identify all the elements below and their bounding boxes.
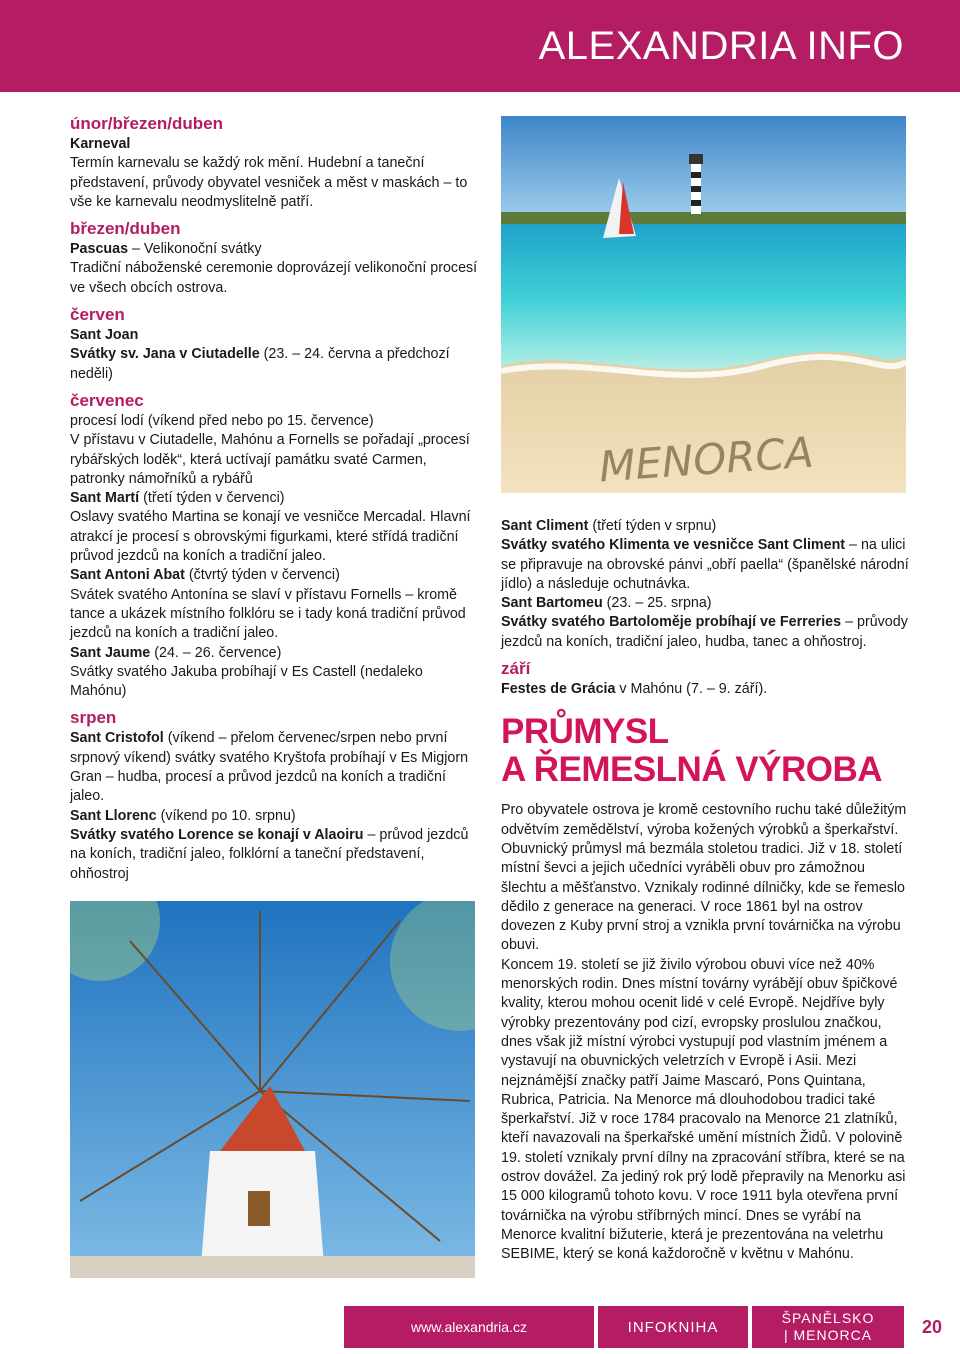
event-text: Oslavy svatého Martina se konají ve vesničce Mercadal. Hlavní atrakcí je procesí s obrovskými figurkami, které střídá tradiční průvod jezdců na koních a tradiční jaleo.	[70, 509, 471, 565]
event-title: Sant Climent	[501, 518, 589, 534]
event-title: Sant Jaume	[70, 644, 151, 661]
event-bold: Svátky svatého Lorence se konají v Alaoiru	[70, 826, 364, 843]
event-text: procesí lodí (víkend před nebo po 15. července)	[70, 412, 374, 429]
event-text: Svátek svatého Antonína se slaví v přístavu Fornells – kromě tance a ukázek místního folklóru se i tady koná tradiční průvod jezdců na koních a tradiční jaleo.	[70, 586, 466, 642]
header-bar	[0, 0, 960, 92]
event-bold: Svátky svatého Bartoloměje probíhají ve Ferreries	[501, 614, 842, 631]
month-heading: červenec	[70, 390, 144, 410]
footer-nav-link[interactable]	[598, 1306, 748, 1348]
month-heading: září	[501, 659, 531, 679]
footer-destination-country: ŠPANĚLSKO	[781, 1310, 875, 1326]
event-line	[70, 826, 482, 884]
beach-lighthouse-photo	[501, 116, 906, 493]
footer-destination-island: | MENORCA	[783, 1327, 873, 1343]
body-paragraph: Pro obyvatele ostrova je kromě cestovního ruchu také důležitým odvětvím zemědělství, výroba kožených výrobků a šperkařství. Obuvnický průmysl má bezmála stoletou tradici. Již v 18. století místní ševci a jejich učedníci vyráběli obuv pro zámožnou šlechtu a měšťanstvo. Vznikaly rodinné dílničky, kde se řemeslo dědilo z generace na generaci. V roce 1861 byl na ostrov dovezen z Kuby první stroj a vznikla první továrnička na výrobu obuvi.	[501, 802, 907, 954]
month-heading: červen	[70, 305, 125, 325]
event-detail: (víkend po 10. srpnu)	[156, 807, 296, 824]
brand-title: ALEXANDRIA INFO	[538, 24, 904, 68]
event-title: Sant Cristofol	[70, 730, 164, 747]
event-line	[70, 489, 482, 508]
event-title: Sant Antoni Abat	[70, 567, 185, 584]
event-text: V přístavu v Ciutadelle, Mahónu a Fornells se pořadají „procesí rybářských loděk“, která uctívají památku svaté Carmen, patronky námořníků a rybářů	[70, 432, 470, 487]
month-heading: březen/duben	[70, 219, 181, 239]
event-title: Sant Bartomeu	[501, 595, 603, 612]
footer-nav-text: INFOKNIHA	[627, 1318, 719, 1336]
section-title	[501, 713, 911, 789]
section-title-line-1: PRŮMYSL	[501, 712, 669, 752]
event-line	[501, 613, 911, 652]
event-detail: (třetí týden v červenci)	[139, 490, 285, 507]
event-line	[70, 240, 482, 259]
footer-url-text: www.alexandria.cz	[411, 1319, 527, 1335]
event-bold: Svátky sv. Jana v Ciutadelle	[70, 346, 260, 363]
event-bold: Svátky svatého Klimenta ve vesničce Sant Climent	[501, 537, 846, 554]
event-detail: (23. – 24. června a předchozí neděli)	[70, 346, 450, 382]
event-detail: (24. – 26. července)	[150, 644, 282, 661]
event-title: Sant Llorenc	[70, 807, 157, 824]
event-title: Sant Joan	[70, 327, 139, 344]
event-detail: – na ulici se připravuje na obrovské pánvi „obří paella“ (španělské národní jídlo) a následuje ochutnávka.	[501, 537, 909, 592]
event-detail: (čtvrtý týden v červenci)	[184, 567, 340, 584]
left-column	[70, 113, 482, 884]
event-line	[70, 807, 482, 826]
event-line	[70, 345, 482, 384]
month-heading: únor/březen/duben	[70, 114, 223, 133]
section-title-line-2: A ŘEMESLNÁ VÝROBA	[501, 750, 883, 790]
event-detail: (třetí týden v srpnu)	[588, 518, 717, 534]
event-text: Tradiční náboženské ceremonie doprovázejí velikonoční procesí ve všech obcích ostrova.	[70, 260, 478, 296]
event-detail: – průvody jezdců na koních, tradiční jaleo, hudba, tanec a ohňostroj.	[501, 614, 908, 650]
event-text: Termín karnevalu se každý rok mění. Hudební a taneční představení, průvody obyvatel vesniček a měst v maskách – to vše ke karnevalu neodmyslitelně patří.	[70, 155, 468, 210]
event-line	[70, 644, 482, 663]
page-number: 20	[921, 1316, 943, 1337]
event-line	[501, 680, 911, 699]
event-line	[501, 536, 911, 594]
event-title: Sant Martí	[70, 490, 140, 507]
event-title: Karneval	[70, 136, 131, 152]
event-detail: v Mahónu (7. – 9. září).	[615, 681, 768, 698]
event-line	[501, 517, 911, 536]
event-detail: – průvod jezdců na koních, tradiční jaleo, folklórní a taneční představení, ohňostroj	[70, 826, 469, 882]
footer-destination[interactable]	[752, 1306, 904, 1348]
windmill-photo	[70, 901, 475, 1278]
right-column	[501, 517, 911, 1265]
event-detail: (23. – 25. srpna)	[602, 595, 712, 612]
event-subtitle: – Velikonoční svátky	[128, 241, 262, 258]
event-line	[501, 594, 911, 613]
event-line	[70, 729, 482, 806]
beach-sand-text: MENORCA	[597, 427, 815, 492]
body-paragraph: Koncem 19. století se již živilo výrobou obuvi více než 40% menorských rodin. Dnes místní továrny vyrábějí obuv špičkové kvality, kterou mohou ocenit lidé v celé Evropě. Nejdříve byly výrobky prezentovány pod cizí, evropsky proslulou značkou, dnes však již místní výrobci vystupují pod vlastním jménem a vystavují na obuvnických veletrzích v Evropě i Asii. Mezi nejznámější značky patří Jaime Mascaró, Pons Quintana, Rubrica, Patricia. Na Menorce má dlouhodobou tradici také šperkařství. Již v roce 1784 pracovalo na Menorce 21 zlatníků, kteří navazovali na šperkařské umění místních Židů. V polovině 19. století vznikaly první dílny na zpracování stříbra, které se na ostrov dovážel. Za jediný rok prý lodě přepravily na Menorku asi 15 000 kilogramů tohoto kovu. V roce 1911 byla otevřena první továrnička na výrobu stříbrných mincí. Dnes se vyrábí na Menorce kvalitní bižuterie, která je prezentována na veletrhu SEBIME, který se koná každoročně v květnu v Mahónu.	[501, 956, 906, 1263]
event-title: Pascuas	[70, 241, 129, 258]
event-detail: (víkend – přelom červenec/srpen nebo první srpnový víkend) svátky svatého Kryštofa probíhají v Es Migjorn Gran – hudba, procesí a průvod jezdců na koních a tradiční jaleo.	[70, 730, 469, 805]
month-heading: srpen	[70, 708, 117, 728]
event-text: Svátky svatého Jakuba probíhají v Es Castell (nedaleko Mahónu)	[70, 663, 423, 700]
event-title: Festes de Grácia	[501, 681, 616, 698]
footer-url[interactable]	[344, 1306, 594, 1348]
event-line	[70, 566, 482, 585]
